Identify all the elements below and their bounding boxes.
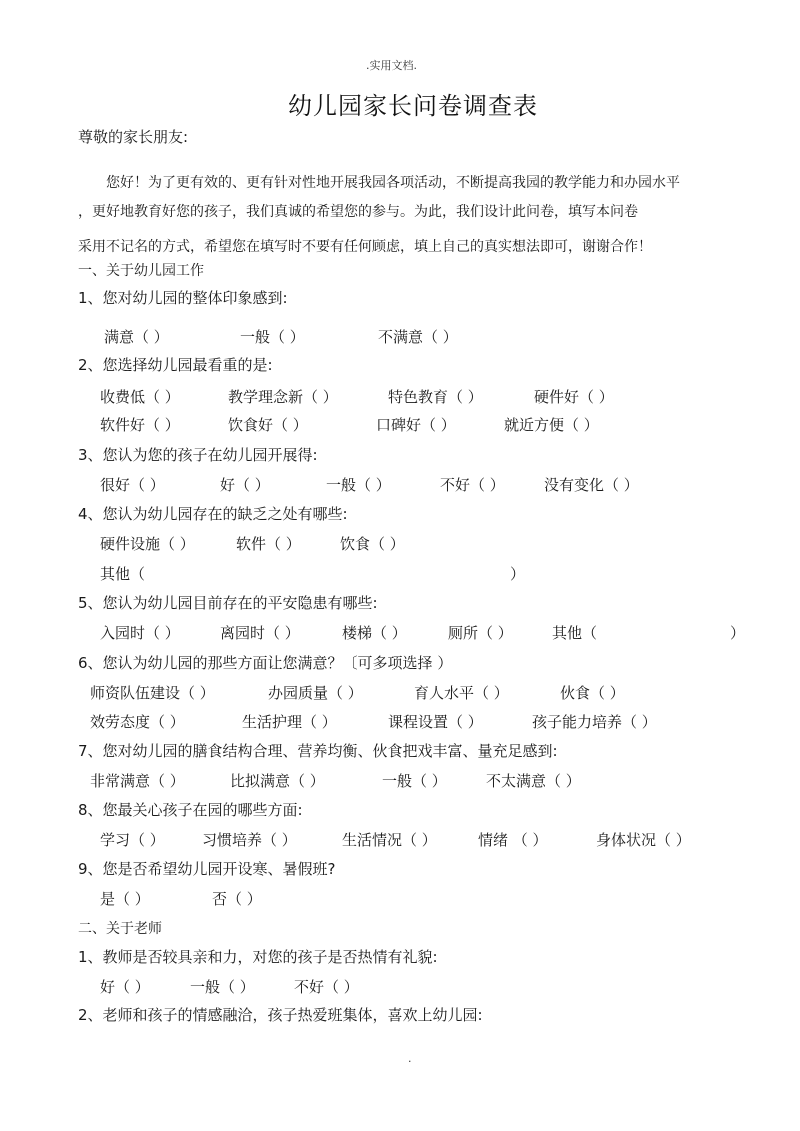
q6-option-1[interactable]: 师资队伍建设（ ）: [90, 684, 215, 702]
q3-option-4[interactable]: 不好（ ）: [440, 476, 505, 494]
section-heading-2: 二、关于老师: [78, 921, 162, 937]
question-6: 6、您认为幼儿园的那些方面让您满意？〔可多项选择 ）: [78, 654, 453, 672]
question-2: 2、您选择幼儿园最看重的是:: [78, 356, 273, 374]
q5-option-1[interactable]: 入园时（ ）: [100, 624, 180, 642]
question-3: 3、您认为您的孩子在幼儿园开展得:: [78, 446, 318, 464]
q1-option-satisfied[interactable]: 满意（ ）: [104, 328, 169, 346]
q8-option-5[interactable]: 身体状况（ ）: [596, 831, 691, 849]
question-9: 9、您是否希望幼儿园开设寒、暑假班?: [78, 860, 336, 878]
q4-option-other[interactable]: 其他（: [100, 565, 146, 583]
question-5: 5、您认为幼儿园目前存在的平安隐患有哪些:: [78, 594, 378, 612]
q6-option-3[interactable]: 育人水平（ ）: [414, 684, 509, 702]
q1-option-unsatisfied[interactable]: 不满意（ ）: [378, 328, 458, 346]
q2-option-3[interactable]: 特色教育（ ）: [388, 388, 483, 406]
t1-option-bad[interactable]: 不好（ ）: [294, 978, 359, 996]
q4-option-3[interactable]: 饮食（ ）: [340, 535, 405, 553]
q6-option-2[interactable]: 办园质量（ ）: [268, 684, 363, 702]
q6-option-5[interactable]: 效劳态度（ ）: [90, 713, 185, 731]
question-1: 1、您对幼儿园的整体印象感到:: [78, 289, 288, 307]
q3-option-5[interactable]: 没有变化（ ）: [544, 476, 639, 494]
q2-option-4[interactable]: 硬件好（ ）: [534, 388, 614, 406]
question-4: 4、您认为幼儿园存在的缺乏之处有哪些:: [78, 505, 348, 523]
q8-option-2[interactable]: 习惯培养（ ）: [202, 831, 297, 849]
intro-line-3: 采用不记名的方式，希望您在填写时不要有任何顾虑，填上自己的真实想法即可，谢谢合作！: [78, 239, 652, 255]
q5-option-3[interactable]: 楼梯（ ）: [342, 624, 407, 642]
q5-option-2[interactable]: 离园时（ ）: [220, 624, 300, 642]
q2-option-6[interactable]: 饮食好（ ）: [228, 416, 308, 434]
q7-option-1[interactable]: 非常满意（ ）: [90, 772, 185, 790]
q6-option-6[interactable]: 生活护理（ ）: [242, 713, 337, 731]
q6-option-7[interactable]: 课程设置（ ）: [388, 713, 483, 731]
q3-option-1[interactable]: 很好（ ）: [100, 476, 165, 494]
q7-option-2[interactable]: 比拟满意（ ）: [230, 772, 325, 790]
page-header: .实用文档.: [366, 59, 417, 72]
q2-option-8[interactable]: 就近方便（ ）: [504, 416, 599, 434]
q5-option-other[interactable]: 其他（: [552, 624, 598, 642]
intro-line-2: ，更好地教育好您的孩子，我们真诚的希望您的参与。为此，我们设计此问卷，填写本问卷: [78, 204, 638, 220]
t1-option-good[interactable]: 好（ ）: [100, 978, 150, 996]
q5-option-4[interactable]: 厕所（ ）: [448, 624, 513, 642]
greeting: 尊敬的家长朋友:: [78, 128, 189, 146]
q2-option-5[interactable]: 软件好（ ）: [100, 416, 180, 434]
q4-option-2[interactable]: 软件（ ）: [236, 535, 301, 553]
q8-option-1[interactable]: 学习（ ）: [100, 831, 165, 849]
intro-line-1: 您好！为了更有效的、更有针对性地开展我园各项活动，不断提高我园的教学能力和办园水平: [106, 175, 680, 191]
q9-option-yes[interactable]: 是（ ）: [100, 890, 150, 908]
q2-option-2[interactable]: 教学理念新（ ）: [228, 388, 338, 406]
q9-option-no[interactable]: 否（ ）: [212, 890, 262, 908]
q6-option-4[interactable]: 伙食（ ）: [560, 684, 625, 702]
q7-option-4[interactable]: 不太满意（ ）: [486, 772, 581, 790]
q7-option-3[interactable]: 一般（ ）: [382, 772, 447, 790]
t1-option-average[interactable]: 一般（ ）: [190, 978, 255, 996]
section-heading-1: 一、关于幼儿园工作: [78, 263, 204, 279]
q2-option-7[interactable]: 口碑好（ ）: [376, 416, 456, 434]
q5-option-other-close: ）: [730, 624, 746, 642]
q8-option-3[interactable]: 生活情况（ ）: [342, 831, 437, 849]
q2-option-1[interactable]: 收费低（ ）: [100, 388, 180, 406]
teacher-question-2: 2、老师和孩子的情感融洽，孩子热爱班集体，喜欢上幼儿园:: [78, 1006, 483, 1024]
q3-option-2[interactable]: 好（ ）: [220, 476, 270, 494]
q4-option-other-close: ）: [510, 565, 526, 583]
q3-option-3[interactable]: 一般（ ）: [326, 476, 391, 494]
q1-option-average[interactable]: 一般（ ）: [240, 328, 305, 346]
teacher-question-1: 1、教师是否较具亲和力，对您的孩子是否热情有礼貌:: [78, 948, 438, 966]
page-title: 幼儿园家长问卷调查表: [288, 92, 538, 120]
q4-option-1[interactable]: 硬件设施（ ）: [100, 535, 195, 553]
page-footer: .: [408, 1052, 412, 1065]
q8-option-4[interactable]: 情绪 （ ）: [478, 831, 548, 849]
question-7: 7、您对幼儿园的膳食结构合理、营养均衡、伙食把戏丰富、量充足感到:: [78, 742, 558, 760]
q6-option-8[interactable]: 孩子能力培养（ ）: [532, 713, 657, 731]
question-8: 8、您最关心孩子在园的哪些方面:: [78, 801, 303, 819]
